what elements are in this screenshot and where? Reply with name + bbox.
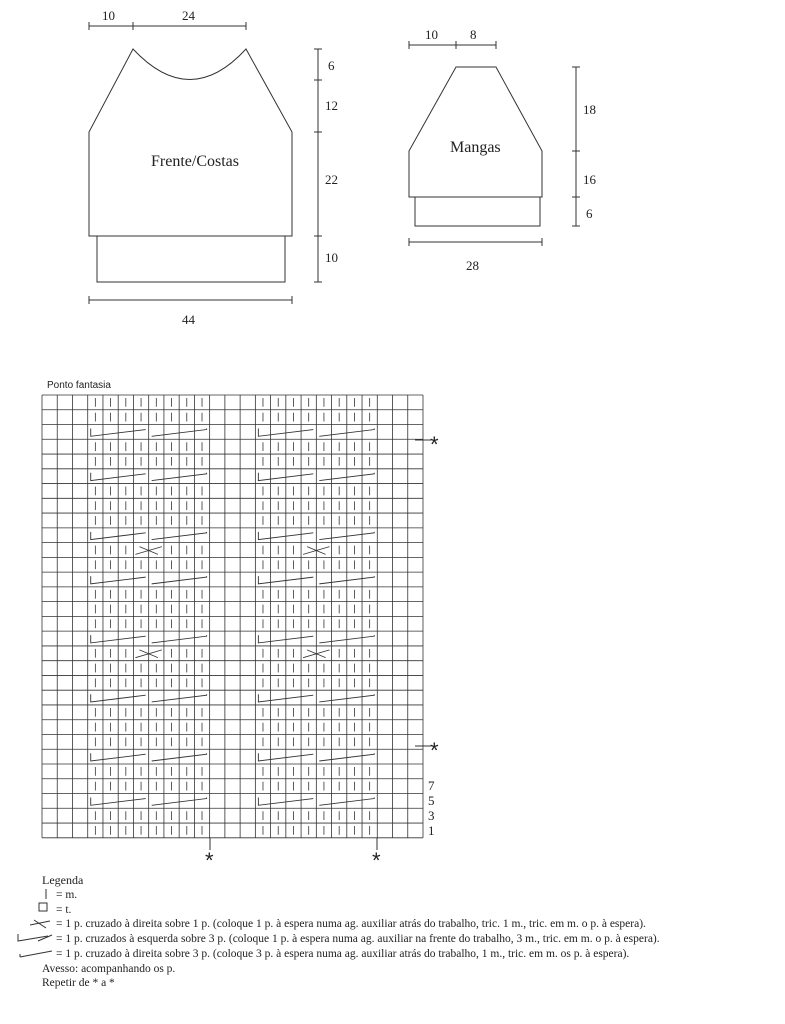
left-cross-3-icon <box>18 934 52 941</box>
repeat-marker-bottom: * <box>430 738 439 763</box>
sleeve-ribbing <box>415 197 540 226</box>
body-bottom-dim: 44 <box>182 312 195 327</box>
right-cross-3-icon <box>20 951 52 957</box>
chart-title: Ponto fantasia <box>47 380 111 391</box>
sleeve-outline <box>409 67 542 197</box>
body-top-dim-2: 24 <box>182 8 195 23</box>
legend-note-repeat: Repetir de * a * <box>42 977 115 989</box>
sleeve-side-dim-1: 18 <box>583 102 596 117</box>
body-side-dim-2: 12 <box>325 98 338 113</box>
repeat-marker-right: * <box>372 848 381 873</box>
row-number-1: 1 <box>428 823 435 838</box>
legend-item-purl: = t. <box>56 904 72 916</box>
body-ribbing <box>97 236 285 282</box>
legend-item-right-cross-3: = 1 p. cruzado à direita sobre 3 p. (coloque 3 p. à espera numa ag. auxiliar atrás do trabalho, 1 m., tric. em m. os p. à espera). <box>56 948 630 960</box>
sleeve-top-dim-2: 8 <box>470 27 477 42</box>
sleeve-label: Mangas <box>450 139 501 156</box>
repeat-marker-left: * <box>205 848 214 873</box>
legend-title: Legenda <box>42 873 84 887</box>
sleeve-side-dim-2: 16 <box>583 172 596 187</box>
legend-item-right-cross-1: = 1 p. cruzado à direita sobre 1 p. (coloque 1 p. à espera numa ag. auxiliar atrás do trabalho, tric. 1 m., tric. em m. o p. à espera). <box>56 918 646 930</box>
row-number-5: 5 <box>428 793 435 808</box>
sleeve-bottom-dim: 28 <box>466 258 479 273</box>
stitch-chart-grid <box>42 395 423 838</box>
sleeve-side-dim-3: 6 <box>586 206 593 221</box>
right-cross-1-icon <box>30 920 50 928</box>
body-side-dim-4: 10 <box>325 250 338 265</box>
repeat-marker-top: * <box>430 432 439 457</box>
row-number-7: 7 <box>428 778 435 793</box>
legend-item-left-cross-3: = 1 p. cruzados à esquerda sobre 3 p. (coloque 1 p. à espera numa ag. auxiliar na frente do trabalho, 3 m., tric. em m. o p. à espera). <box>56 933 660 945</box>
purl-stitch-icon <box>39 903 47 911</box>
body-side-dim-3: 22 <box>325 172 338 187</box>
sleeve-top-dim-1: 10 <box>425 27 438 42</box>
row-number-3: 3 <box>428 808 435 823</box>
body-top-dim-1: 10 <box>102 8 115 23</box>
legend-note-reverse: Avesso: acompanhando os p. <box>42 963 176 975</box>
legend-item-knit: = m. <box>56 889 78 901</box>
body-side-dim-1: 6 <box>328 58 335 73</box>
body-label: Frente/Costas <box>151 153 239 170</box>
body-outline <box>89 49 292 236</box>
